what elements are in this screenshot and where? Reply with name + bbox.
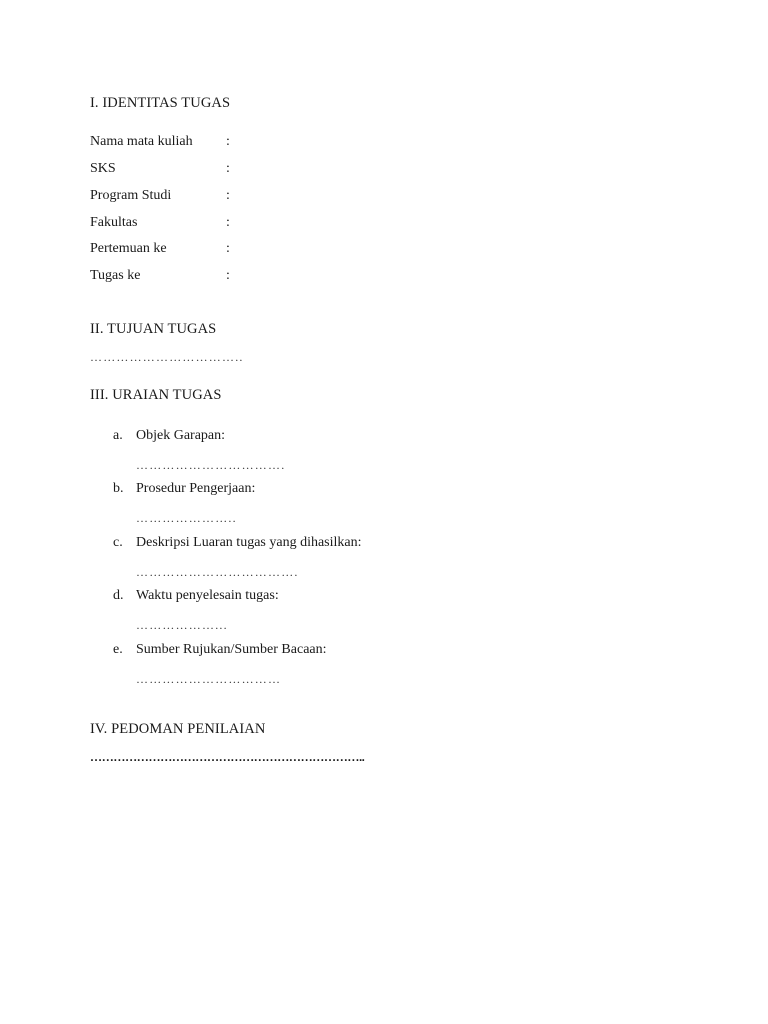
- list-item-label-sumber-rujukan: Sumber Rujukan/Sumber Bacaan:: [136, 642, 327, 657]
- list-item-letter: c.: [113, 535, 123, 550]
- field-label-nama-mata-kuliah: Nama mata kuliah: [90, 134, 193, 149]
- list-item-placeholder-dots: ……………………………….: [136, 565, 299, 579]
- pedoman-placeholder-dots: ……………………………………………………………..: [90, 750, 365, 764]
- list-item-label-objek-garapan: Objek Garapan:: [136, 428, 226, 443]
- field-label-program-studi: Program Studi: [90, 188, 172, 203]
- list-item-letter: b.: [113, 481, 124, 496]
- list-item-label-waktu-penyelesain: Waktu penyelesain tugas:: [136, 588, 279, 603]
- field-label-tugas-ke: Tugas ke: [90, 268, 141, 283]
- tujuan-placeholder-dots: ……………………………..: [90, 350, 244, 364]
- field-colon: :: [226, 241, 230, 256]
- field-colon: :: [226, 188, 230, 203]
- list-item-placeholder-dots: …………………………….: [136, 458, 286, 472]
- list-item-placeholder-dots: …………………..: [136, 511, 237, 525]
- field-colon: :: [226, 215, 230, 230]
- list-item-placeholder-dots: ……………………………: [136, 672, 282, 686]
- list-item-letter: e.: [113, 642, 123, 657]
- field-colon: :: [226, 161, 230, 176]
- list-item-label-deskripsi-luaran: Deskripsi Luaran tugas yang dihasilkan:: [136, 535, 362, 550]
- field-colon: :: [226, 134, 230, 149]
- list-item-letter: d.: [113, 588, 124, 603]
- section-pedoman-heading: IV. PEDOMAN PENILAIAN: [90, 721, 266, 737]
- field-label-pertemuan-ke: Pertemuan ke: [90, 241, 167, 256]
- field-label-fakultas: Fakultas: [90, 215, 138, 230]
- list-item-label-prosedur-pengerjaan: Prosedur Pengerjaan:: [136, 481, 256, 496]
- section-identitas-heading: I. IDENTITAS TUGAS: [90, 95, 231, 111]
- list-item-placeholder-dots: ………………...: [136, 618, 228, 632]
- field-colon: :: [226, 268, 230, 283]
- field-label-sks: SKS: [90, 161, 116, 176]
- section-uraian-heading: III. URAIAN TUGAS: [90, 387, 222, 403]
- section-tujuan-heading: II. TUJUAN TUGAS: [90, 321, 217, 337]
- list-item-letter: a.: [113, 428, 123, 443]
